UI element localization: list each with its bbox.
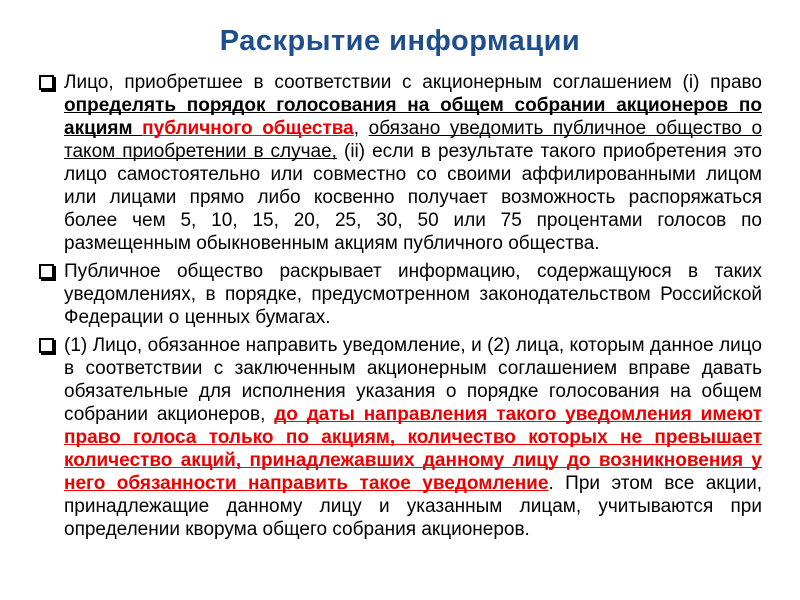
text-segment: публичного общества [142,118,354,139]
bullet-item [38,334,762,541]
checkbox-bullet-icon [39,75,54,90]
bullet-item [38,260,762,329]
bullet-item [38,71,762,255]
text-segment: . При этом все акции, принадлежащие данному лицу и указанным лицам, учитываются при определении кворума общего собрания акционеров. [64,473,762,540]
bullet-list [38,71,762,541]
checkbox-bullet-icon [39,264,54,279]
text-segment: Публичное общество раскрывает информацию, содержащуюся в таких уведомлениях, в порядке, предусмотренном законодательством Российской Федерации о ценных бумагах. [64,261,762,328]
paragraph-text [64,334,762,541]
text-segment: , [353,118,369,139]
text-segment: обязано уведомить публичное общество о таком приобретении в случае, [64,118,763,162]
paragraph-text [64,71,762,255]
text-segment: определять порядок голосования на общем собрании акционеров по акциям [64,95,762,139]
text-segment: Лицо, приобретшее в соответствии с акционерным соглашением (i) право [64,72,762,93]
checkbox-bullet-icon [39,338,54,353]
text-segment: до даты направления такого уведомления имеют право голоса только по акциям, количество которых не превышает количество акций, принадлежавших данному лицу до возникновения у него обязанности направить такое уведомление [64,404,762,494]
slide-title: Раскрытие информации [219,25,581,57]
paragraph-text [64,260,762,329]
text-segment: (ii) если в результате такого приобретения это лицо самостоятельно или совместно со своими аффилированными лицом или лицами прямо либо косвенно получает возможность распоряжаться более чем 5, 10, 15, 20, 25, 30, 50 или 75 процентами голосов по размещенным обыкновенным акциям публичного общества. [64,141,762,254]
text-segment: (1) Лицо, обязанное направить уведомление, и (2) лица, которым данное лицо в соответствии с заключенным акционерным соглашением вправе давать обязательные для исполнения указания о порядке голосования на общем собрании акционеров, [64,335,762,425]
